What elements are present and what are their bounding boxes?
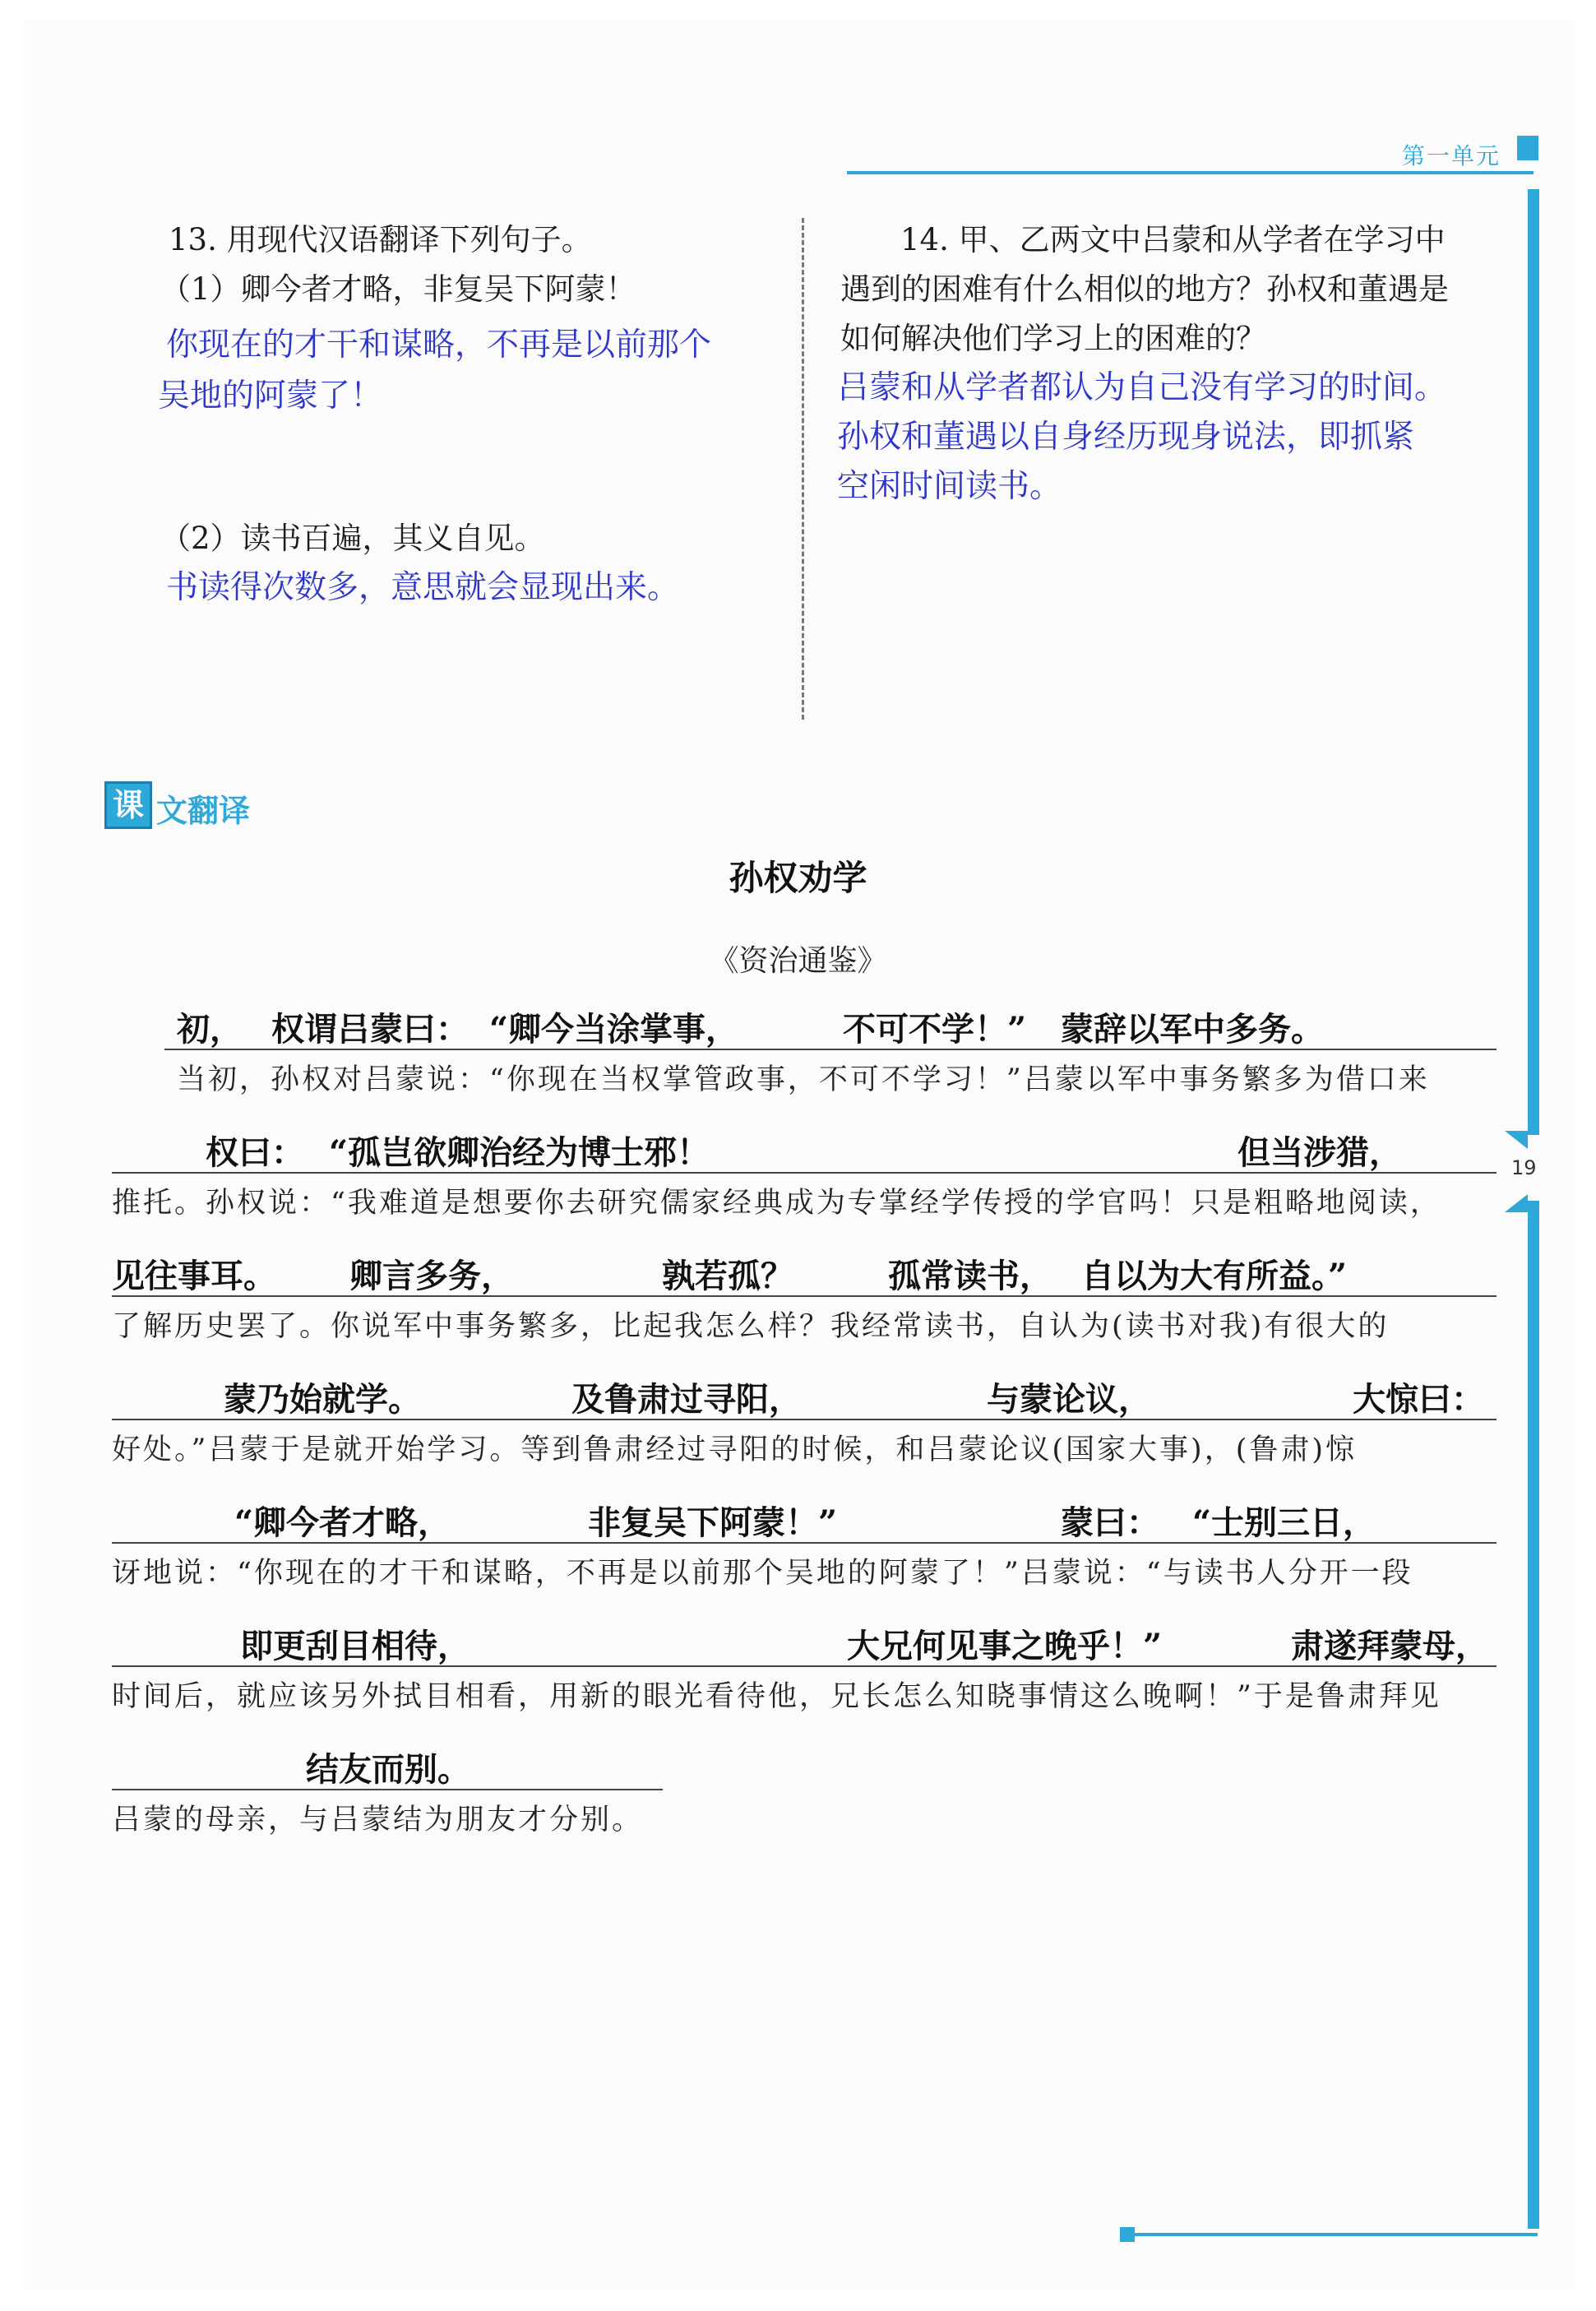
q14-question-line1: 14. 甲、乙两文中吕蒙和从学者在学习中	[900, 222, 1446, 257]
q13-answer1-line1: 你现在的才干和谋略，不再是以前那个	[166, 327, 712, 364]
row-rule	[112, 1789, 663, 1790]
unit-label: 第一单元	[1402, 142, 1501, 169]
orig-segment: 但当涉猎，	[1237, 1133, 1402, 1172]
article-source: 《资治通鉴》	[709, 944, 887, 978]
orig-segment: 卿言多务，	[349, 1257, 514, 1295]
page-tab-bottom	[1505, 1194, 1528, 1212]
q14-question-line2: 遇到的困难有什么相似的地方？孙权和董遇是	[840, 271, 1449, 307]
row-rule	[112, 1295, 1497, 1297]
q13-item2: （2）读书百遍，其义自见。	[160, 521, 545, 556]
orig-segment: 及鲁肃过寻阳，	[571, 1380, 802, 1419]
orig-segment: “孤岂欲卿治经为博士邪！	[329, 1133, 710, 1172]
translation-line: 了解历史罢了。你说军中事务繁多，比起我怎么样？我经常读书，自认为(读书对我)有很大的	[112, 1310, 1390, 1343]
translation-line: 当初，孙权对吕蒙说：“你现在当权掌管政事，不可不学习！”吕蒙以军中事务繁多为借口来	[177, 1063, 1430, 1096]
orig-segment: 不可不学！”	[843, 1010, 1027, 1049]
orig-segment: 蒙辞以军中多务。	[1061, 1010, 1324, 1049]
page-tab-top	[1505, 1131, 1528, 1149]
orig-segment: 蒙乃始就学。	[224, 1380, 421, 1419]
q13-question: 13. 用现代汉语翻译下列句子。	[169, 222, 592, 257]
orig-segment: 权谓吕蒙曰：	[271, 1010, 469, 1049]
orig-segment: “卿今者才略，	[234, 1503, 451, 1542]
orig-segment: 权曰：	[206, 1133, 304, 1172]
row-rule	[112, 1419, 1497, 1420]
side-bar-lower	[1528, 1201, 1539, 2229]
orig-segment: 见往事耳。	[112, 1257, 276, 1295]
translation-line: 好处。”吕蒙于是就开始学习。等到鲁肃经过寻阳的时候，和吕蒙论议(国家大事)，(鲁肃)惊	[112, 1433, 1358, 1466]
q14-question-line3: 如何解决他们学习上的困难的？	[840, 321, 1266, 356]
q14-answer-line1: 吕蒙和从学者都认为自己没有学习的时间。	[837, 369, 1447, 406]
orig-segment: 初，	[177, 1010, 243, 1049]
column-divider	[802, 218, 804, 720]
orig-segment: 与蒙论议，	[987, 1380, 1151, 1419]
orig-segment: 即更刮目相待，	[240, 1627, 470, 1665]
q14-answer-line2: 孙权和董遇以自身经历现身说法，即抓紧	[837, 419, 1415, 456]
footer-square	[1120, 2227, 1135, 2242]
orig-segment: 孤常读书，	[888, 1257, 1052, 1295]
side-bar-upper	[1528, 189, 1539, 1135]
translation-line: 讶地说：“你现在的才干和谋略，不再是以前那个吴地的阿蒙了！”吕蒙说：“与读书人分开一段	[112, 1557, 1413, 1590]
orig-segment: 大惊曰：	[1353, 1380, 1484, 1419]
orig-segment: 结友而别。	[306, 1750, 470, 1789]
article-title: 孙权劝学	[729, 858, 867, 898]
orig-segment: “士别三日，	[1192, 1503, 1376, 1542]
row-rule	[112, 1665, 1497, 1667]
page-number: 19	[1511, 1156, 1537, 1179]
translation-line: 时间后，就应该另外拭目相看，用新的眼光看待他，兄长怎么知晓事情这么晚啊！”于是鲁肃拜见	[112, 1680, 1441, 1713]
q13-answer2: 书读得次数多，意思就会显现出来。	[166, 569, 680, 606]
header-corner-block	[1517, 136, 1538, 160]
orig-segment: 孰若孤？	[662, 1257, 793, 1295]
q13-item1: （1）卿今者才略，非复吴下阿蒙！	[160, 271, 636, 307]
header-rule	[847, 171, 1534, 174]
section-icon: 课	[104, 781, 152, 829]
row-rule	[112, 1542, 1497, 1544]
translation-line: 推托。孙权说：“我难道是想要你去研究儒家经典成为专掌经学传授的学官吗！只是粗略地阅读，	[112, 1187, 1441, 1220]
footer-rule	[1135, 2233, 1538, 2236]
orig-segment: 大兄何见事之晚乎！”	[847, 1627, 1163, 1665]
q13-answer1-line2: 吴地的阿蒙了！	[158, 377, 383, 414]
orig-segment: 蒙曰：	[1061, 1503, 1159, 1542]
row-rule	[112, 1172, 1497, 1174]
q14-answer-line3: 空闲时间读书。	[837, 468, 1062, 505]
orig-segment: “卿今当涂掌事，	[489, 1010, 739, 1049]
row-rule	[164, 1049, 1497, 1050]
orig-segment: 自以为大有所益。”	[1081, 1257, 1348, 1295]
section-title: 文翻译	[156, 793, 251, 829]
translation-line: 吕蒙的母亲，与吕蒙结为朋友才分别。	[112, 1804, 644, 1836]
orig-segment: 肃遂拜蒙母，	[1291, 1627, 1488, 1665]
orig-segment: 非复吴下阿蒙！”	[588, 1503, 838, 1542]
